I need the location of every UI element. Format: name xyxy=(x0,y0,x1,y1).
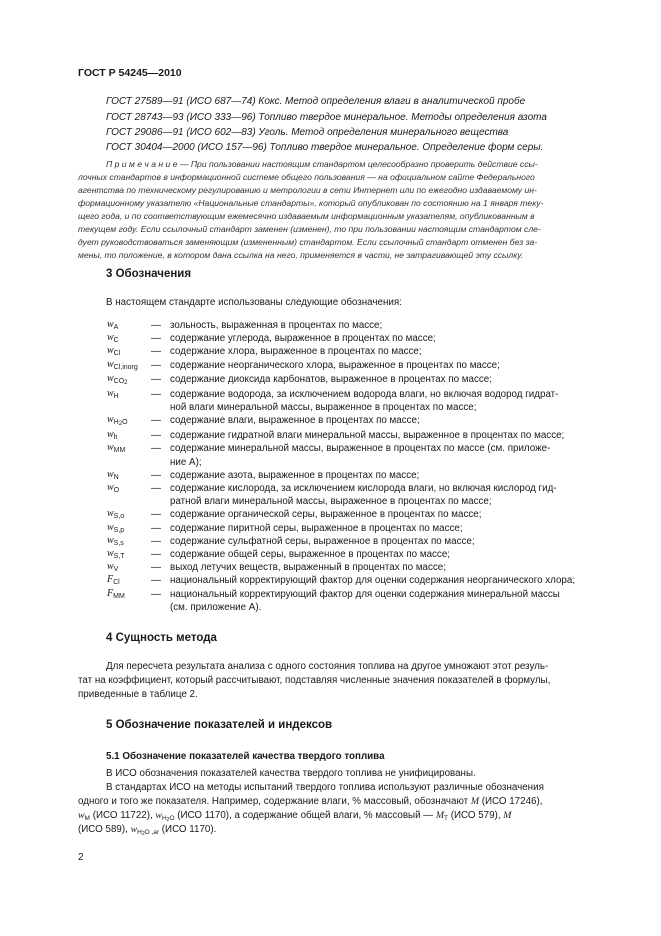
page-number: 2 xyxy=(78,852,84,863)
symbol-dash: — xyxy=(151,535,161,547)
symbol-subscript: H xyxy=(113,393,119,400)
symbol-description: содержание пиритной серы, выраженное в процентах по массе; xyxy=(170,522,463,534)
symbol-description: содержание диоксида карбонатов, выраженное в процентах по массе; xyxy=(170,374,492,386)
section-5-1-title: 5.1 Обозначение показателей качества твердого топлива xyxy=(106,751,385,762)
symbol xyxy=(107,535,124,547)
section-5-title: 5 Обозначение показателей и индексов xyxy=(106,719,333,731)
symbol-base: w xyxy=(107,468,114,480)
symbol-base: w xyxy=(107,561,114,573)
symbol-base: w xyxy=(107,481,114,493)
symbol-dash: — xyxy=(151,389,161,400)
symbol-subscript: O xyxy=(113,486,120,494)
section-4-line: Для пересчета результата анализа с одного состояния топлива на другое умножают этот резуль- xyxy=(106,661,549,672)
symbol-base: w xyxy=(107,358,114,370)
symbol-dash: — xyxy=(151,415,161,427)
symbol-dash: — xyxy=(151,548,161,560)
symbol-subscript: CO2 xyxy=(113,378,128,387)
symbol xyxy=(107,508,124,520)
symbol xyxy=(107,588,125,600)
symbol-base: w xyxy=(107,388,114,399)
symbol-subscript: Cl xyxy=(113,579,120,587)
symbol xyxy=(107,482,119,494)
section-4-title: 4 Сущность метода xyxy=(106,632,217,644)
reference-line: ГОСТ 27589—91 (ИСО 687—74) Кокс. Метод определения влаги в аналитической пробе xyxy=(106,96,526,107)
symbol-description: (см. приложение А). xyxy=(170,601,262,613)
symbol-dash: — xyxy=(151,562,161,574)
symbol-subsubscript: 2 xyxy=(118,421,123,428)
symbol-description: содержание хлора, выраженное в процентах по массе; xyxy=(170,346,422,358)
symbol-description: ратной влаги минеральной массы, выраженное в процентах по массе; xyxy=(170,496,492,508)
symbol-dash: — xyxy=(151,374,161,386)
symbol-dash: — xyxy=(151,522,161,534)
note-line: мены, то положение, в котором дана ссылка на него, применяется в части, не затрагивающей эту ссылку. xyxy=(78,250,524,260)
symbol-dash: — xyxy=(151,482,161,494)
symbol-base: w xyxy=(107,319,114,330)
symbol-base: F xyxy=(107,574,114,586)
note-line: текущем году. Если ссылочный стандарт заменен (изменен), то при пользовании настоящим стандартом сле- xyxy=(78,224,541,234)
symbol-dash: — xyxy=(151,346,161,358)
symbol xyxy=(107,429,118,441)
symbol xyxy=(107,332,119,344)
symbol-dash: — xyxy=(151,320,161,331)
symbol-subscript: H2O xyxy=(113,419,128,428)
symbol xyxy=(107,469,119,481)
section-5-p2-line: $w_M$ (ИСО 11722), $w_{H2O}$ (ИСО 1170), а содержание общей влаги, % массовый — $M_T$ (ИСО 579), M xyxy=(78,810,512,823)
section-5-p2-line: (ИСО 589), $w_{H2O ,ar}$ (ИСО 1170). xyxy=(78,824,217,837)
symbol-description: национальный корректирующий фактор для оценки содержания минеральной массы xyxy=(170,588,560,600)
symbol xyxy=(107,345,120,357)
symbol-subscript: S,o xyxy=(113,513,125,521)
note-line: агентства по техническому регулированию и метрологии в сети Интернет или по ежегодно издаваемому ин- xyxy=(78,185,537,195)
symbol-base: w xyxy=(107,429,114,441)
symbol xyxy=(107,373,128,386)
symbol-description: содержание органической серы, выраженное в процентах по массе; xyxy=(170,509,482,521)
symbol-description: содержание углерода, выраженное в процентах по массе; xyxy=(170,333,436,345)
symbol-base: w xyxy=(107,508,114,520)
symbol-description: содержание минеральной массы, выраженное в процентах по массе (см. приложе- xyxy=(170,443,551,455)
symbol-description: выход летучих веществ, выраженный в процентах по массе; xyxy=(170,562,446,574)
symbol-base: w xyxy=(107,414,114,426)
symbol-description: содержание сульфатной серы, выраженное в процентах по массе; xyxy=(170,535,475,547)
section-5-p2-line: одного и того же показателя. Например, содержание влаги, % массовый, обозначают M (ИСО 17246), xyxy=(78,796,543,807)
symbol-base: w xyxy=(107,345,114,357)
reference-line: ГОСТ 28743—93 (ИСО 333—96) Топливо твердое минеральное. Методы определения азота xyxy=(106,112,547,123)
symbol-subscript: h xyxy=(113,434,118,442)
symbol-dash: — xyxy=(151,588,161,600)
symbol-dash: — xyxy=(151,430,161,442)
symbol-subscript: Cl,inorg xyxy=(113,363,138,371)
symbol xyxy=(107,414,128,427)
symbol-subscript: A xyxy=(113,324,119,331)
section-4-line: приведенные в таблице 2. xyxy=(78,689,198,700)
symbol-description: ной влаги минеральной массы, выраженное в процентах по массе; xyxy=(170,402,477,414)
symbol-base: F xyxy=(107,587,114,599)
symbol-subscript: Cl xyxy=(113,350,121,358)
symbol-description: содержание водорода, за исключением водорода влаги, но включая водород гидрат- xyxy=(170,389,559,400)
note-line: П р и м е ч а н и е — При пользовании настоящим стандартом целесообразно проверить действие ссы- xyxy=(106,159,538,169)
symbol-subscript: S,T xyxy=(113,552,125,560)
note-line: дует руководствоваться заменяющим (измененным) стандартом. Если ссылочный стандарт отменен без за- xyxy=(78,237,538,247)
note-line: лочных стандартов в информационной системе общего пользования — на официальном сайте Федерального xyxy=(78,172,535,182)
symbol-subsubscript: 2 xyxy=(124,380,128,387)
section-3-intro: В настоящем стандарте использованы следующие обозначения: xyxy=(106,297,402,308)
symbol xyxy=(107,359,138,371)
symbol-base: w xyxy=(107,442,114,454)
symbol xyxy=(107,388,119,400)
section-5-p1: В ИСО обозначения показателей качества твердого топлива не унифицированы. xyxy=(106,768,476,779)
symbol-base: w xyxy=(107,373,114,385)
symbol-subscript: S,s xyxy=(113,539,124,547)
symbol-dash: — xyxy=(151,359,161,371)
symbol-description: содержание влаги, выраженное в процентах по массе; xyxy=(170,415,420,427)
symbol-base: w xyxy=(107,534,114,546)
symbol xyxy=(107,319,118,331)
symbol-base: w xyxy=(107,332,114,344)
symbol-dash: — xyxy=(151,509,161,521)
symbol-subscript: MM xyxy=(113,447,126,455)
symbol xyxy=(107,561,118,573)
symbol-subscript-tail: O xyxy=(122,419,128,427)
symbol-subscript: MM xyxy=(113,592,125,600)
symbol xyxy=(107,522,124,534)
symbol xyxy=(107,574,120,586)
symbol-dash: — xyxy=(151,469,161,481)
symbol-subscript: S,p xyxy=(113,526,125,534)
symbol-subscript: C xyxy=(113,337,119,345)
symbol-dash: — xyxy=(151,443,161,455)
symbol-description: национальный корректирующий фактор для оценки содержания неорганического хлора; xyxy=(170,575,576,587)
note-line: щего года, и по соответствующим ежемесячно издаваемым информационным указателям, опубликованным в xyxy=(78,211,535,221)
symbol-description: содержание кислорода, за исключением кислорода влаги, но включая кислород гид- xyxy=(170,482,557,494)
section-4-line: тат на коэффициент, который рассчитывают, подставляя численные значения показателей в формулы, xyxy=(78,675,551,686)
symbol xyxy=(107,548,125,560)
symbol xyxy=(107,442,125,454)
section-3-title: 3 Обозначения xyxy=(106,268,192,280)
symbol-description: содержание азота, выраженное в процентах по массе; xyxy=(170,469,420,481)
note-line: формационному указателю «Национальные стандарты», который опубликован по состоянию на 1 января теку- xyxy=(78,198,544,208)
symbol-subscript: N xyxy=(113,473,119,481)
symbol-dash: — xyxy=(151,333,161,345)
symbol-description: зольность, выраженная в процентах по массе; xyxy=(170,320,383,331)
reference-line: ГОСТ 29086—91 (ИСО 602—83) Уголь. Метод определения минерального вещества xyxy=(106,127,509,138)
symbol-subscript: V xyxy=(113,566,119,574)
document-header: ГОСТ Р 54245—2010 xyxy=(78,67,182,79)
section-5-p2-line: В стандартах ИСО на методы испытаний твердого топлива используют различные обозначения xyxy=(106,782,544,793)
symbol-description: ние А); xyxy=(170,456,202,468)
symbol-description: содержание неорганического хлора, выраженное в процентах по массе; xyxy=(170,359,500,371)
symbol-description: содержание гидратной влаги минеральной массы, выраженное в процентах по массе; xyxy=(170,430,565,442)
reference-line: ГОСТ 30404—2000 (ИСО 157—96) Топливо твердое минеральное. Определение форм серы. xyxy=(106,142,544,153)
symbol-base: w xyxy=(107,521,114,533)
symbol-base: w xyxy=(107,547,114,559)
symbol-description: содержание общей серы, выраженное в процентах по массе; xyxy=(170,548,450,560)
symbol-dash: — xyxy=(151,575,161,587)
